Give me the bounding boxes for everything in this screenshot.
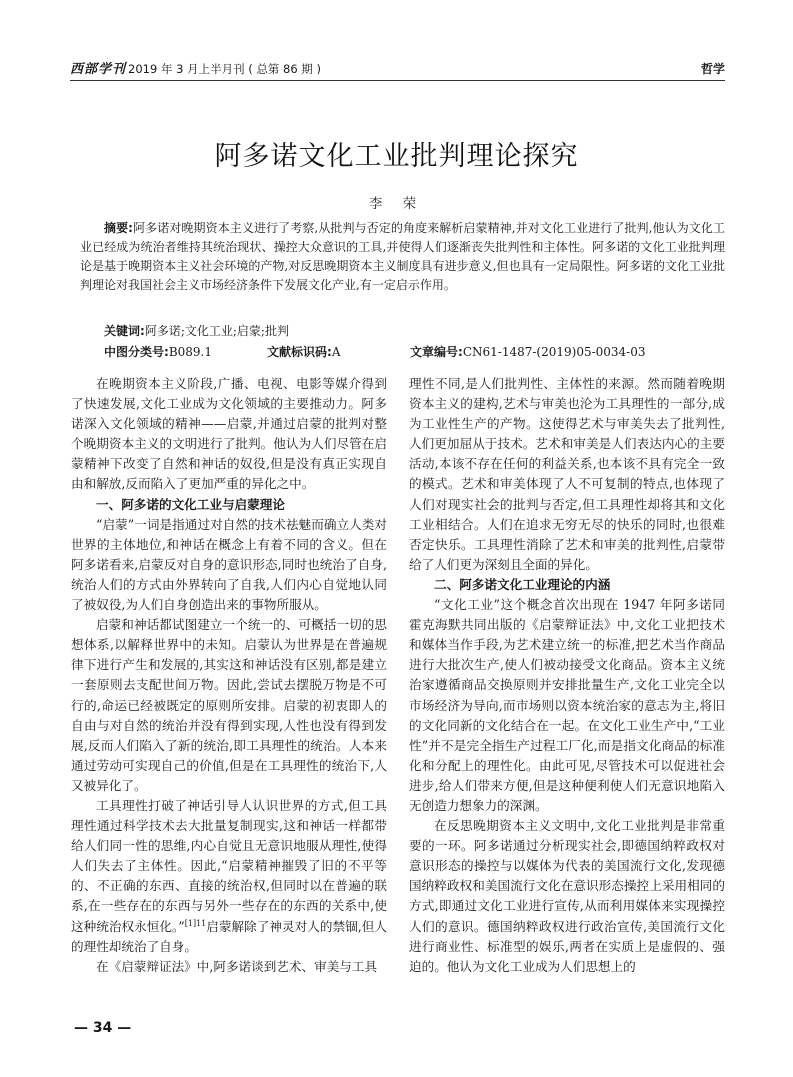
doc-code-label: 文献标识码: xyxy=(267,345,332,359)
article-title: 阿多诺文化工业批判理论探究 xyxy=(214,141,579,172)
paragraph: 在《启蒙辩证法》中,阿多诺谈到艺术、审美与工具 xyxy=(96,958,378,974)
section-heading: 二、阿多诺文化工业理论的内涵 xyxy=(434,576,611,592)
citation-ref: [1]11 xyxy=(184,918,207,928)
abstract-label: 摘要: xyxy=(104,221,133,235)
article-no-value: CN61-1487-(2019)05-0034-03 xyxy=(462,345,646,359)
paragraph-text: 启蒙解除了神灵对人的禁锢,但人的理性却统治了自身。 xyxy=(71,918,387,954)
keywords xyxy=(104,322,289,339)
paragraph-text: 工具理性打破了神话引导人认识世界的方式,但工具理性通过科学技术去大批量复制现实,这和神话一样都带给人们同一性的思维,内心自觉且无意识地服从理性,使得人们失去了主体性。因此,“启蒙精神摧毁了旧的不平等的、不正确的东西、直接的统治权,但同时以在普遍的联系,在一些存在的东西与另外一些存在的东西的关系中,使这种统治权永恒化。” xyxy=(71,797,387,934)
paragraph: 理性不同,是人们批判性、主体性的来源。然而随着晚期资本主义的建构,艺术与审美也沦为工具理性的一部分,成为工业性生产的产物。这使得艺术与审美失去了批判性,人们更加屈从于技术。艺术和审美是人们表达内心的主要活动,本该不存在任何的利益关系,也本该不具有完全一致的模式。艺术和审美体现了人不可复制的特点,也体现了人们对现实社会的批判与否定,但工具理性却将其和文化工业相结合。人们在追求无穷无尽的快乐的同时,也很难否定快乐。工具理性消除了艺术和审美的批判性,启蒙带给了人们更为深刻且全面的异化。 xyxy=(409,376,725,572)
paragraph: “启蒙”一词是指通过对自然的技术祛魅而确立人类对世界的主体地位,和神话在概念上有着不同的含义。但在阿多诺看来,启蒙反对自身的意识形态,同时也统治了自身,统治人们的方式由外界转向了自我,人们内心自觉地认同了被奴役,为人们自身创造出来的事物所服从。 xyxy=(71,516,387,613)
paragraph xyxy=(71,796,387,957)
left-column xyxy=(71,374,387,977)
paragraph: “文化工业”这个概念首次出现在 1947 年阿多诺同霍克海默共同出版的《启蒙辩证法》中,文化工业把技术和媒体当作手段,为艺术建立统一的标准,把艺术当作商品进行大批次生产,使人们被动接受文化商品。资本主义统治家遵循商品交换原则并安排批量生产,文化工业完全以市场经济为导向,而市场则以资本统治家的意志为主,将旧的文化同新的文化结合在一起。在文化工业生产中,“工业性”并不是完全指生产过程工厂化,而是指文化商品的标准化和分配上的理性化。由此可见,尽管技术可以促进社会进步,给人们带来方便,但是这种便利使人们无意识地陷入无创造力想象力的深渊。 xyxy=(409,597,725,813)
running-header xyxy=(70,56,725,81)
author-name: 李 荣 xyxy=(368,196,425,212)
keywords-label: 关键词: xyxy=(104,324,145,338)
clc-field xyxy=(104,343,267,360)
journal-info xyxy=(70,58,321,80)
doc-code-value: A xyxy=(331,345,341,359)
abstract-text: 阿多诺对晚期资本主义进行了考察,从批判与否定的角度来解析启蒙精神,并对文化工业进行了批判,他认为文化工业已经成为统治者维持其统治现状、操控大众意识的工具,并使得人们逐渐丧失批判性和主体性。阿多诺的文化工业批判理论是基于晚期资本主义社会环境的产物,对反思晚期资本主义制度具有进步意义,但也具有一定局限性。阿多诺的文化工业批判理论对我国社会主义市场经济条件下发展文化产业,有一定启示作用。 xyxy=(80,221,725,292)
keywords-text: 阿多诺;文化工业;启蒙;批判 xyxy=(144,324,289,338)
paragraph: 在反思晚期资本主义文明中,文化工业批判是非常重要的一环。阿多诺通过分析现实社会,即德国纳粹政权对意识形态的操控与以媒体为代表的美国流行文化,发现德国纳粹政权和美国流行文化在意识形态操控上采用相同的方式,即通过文化工业进行宣传,从而利用媒体来实现操控人们的意识。德国纳粹政权进行政治宣传,美国流行文化进行商业性、标准型的娱乐,两者在实质上是虚假的、强迫的。他认为文化工业成为人们思想上的 xyxy=(409,818,725,974)
abstract xyxy=(80,219,725,295)
section-heading: 一、阿多诺的文化工业与启蒙理论 xyxy=(96,496,285,512)
article-no-label: 文章编号: xyxy=(410,345,463,359)
right-column xyxy=(409,374,725,977)
article-no-field xyxy=(410,343,646,360)
clc-value: B089.1 xyxy=(168,345,212,359)
clc-label: 中图分类号: xyxy=(104,345,169,359)
paragraph: 启蒙和神话都试图建立一个统一的、可概括一切的思想体系,以解释世界中的未知。启蒙认为世界是在普遍规律下进行产生和发展的,其实这和神话没有区别,都是建立一套原则去支配世间万物。因此,尝试去摆脱万物是不可行的,命运已经被既定的原则所安排。启蒙的初衷即人的自由与对自然的统治并没有得到实现,人性也没有得到发展,反而人们陷入了新的统治,即工具理性的统治。人本来通过劳动可实现自己的价值,但是在工具理性的统治下,人又被异化了。 xyxy=(71,617,387,793)
section-label: 哲学 xyxy=(700,62,725,76)
issue-info: 2019 年 3 月上半月刊 ( 总第 86 期 ) xyxy=(128,62,321,76)
paragraph: 在晚期资本主义阶段,广播、电视、电影等媒介得到了快速发展,文化工业成为文化领域的主要推动力。阿多诺深入文化领域的精神——启蒙,并通过启蒙的批判对整个晚期资本主义的文明进行了批判。他认为人们尽管在启蒙精神下改变了自然和神话的奴役,但是没有真正实现自由和解放,反而陷入了更加严重的异化之中。 xyxy=(71,376,387,492)
journal-logo: 西部学刊 xyxy=(70,62,127,77)
classification-row xyxy=(104,343,725,360)
page-number: — 34 — xyxy=(74,1020,132,1036)
doc-code-field xyxy=(267,343,410,360)
